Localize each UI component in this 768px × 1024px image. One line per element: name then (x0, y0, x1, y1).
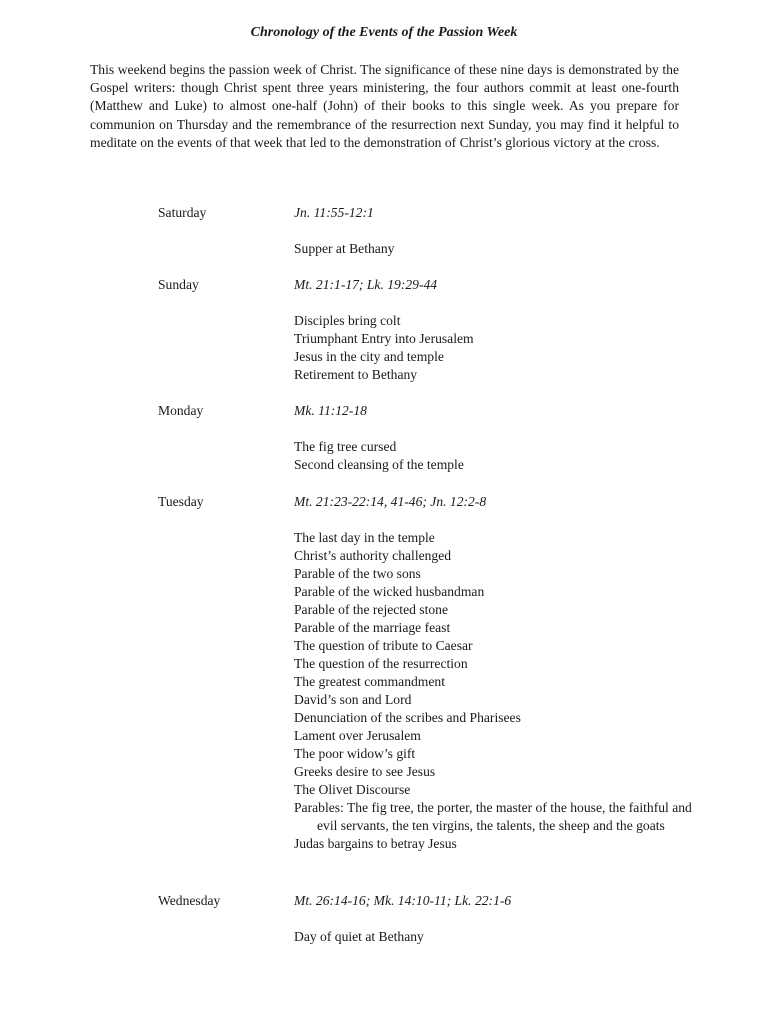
event-item: The fig tree cursed (294, 439, 397, 454)
day-name: Tuesday (158, 494, 204, 509)
event-item: Christ’s authority challenged (294, 548, 452, 563)
event-item: The poor widow’s gift (294, 746, 416, 761)
event-item: The Olivet Discourse (294, 782, 411, 797)
event-item: The question of the resurrection (294, 656, 468, 671)
day-name: Saturday (158, 205, 207, 220)
event-item: Judas bargains to betray Jesus (294, 836, 457, 851)
event-item: Greeks desire to see Jesus (294, 764, 436, 779)
event-item: Denunciation of the scribes and Pharisees (294, 710, 521, 725)
event-item: Day of quiet at Bethany (294, 929, 424, 944)
day-name: Sunday (158, 277, 199, 292)
scripture-reference: Mt. 21:1-17; Lk. 19:29-44 (294, 277, 438, 292)
event-item: Parable of the rejected stone (294, 602, 448, 617)
event-item: The greatest commandment (294, 674, 445, 689)
day-name: Wednesday (158, 893, 221, 908)
scripture-reference: Mt. 21:23-22:14, 41-46; Jn. 12:2-8 (294, 494, 487, 509)
event-item: Jesus in the city and temple (294, 349, 444, 364)
scripture-reference: Mk. 11:12-18 (294, 403, 367, 418)
event-item: David’s son and Lord (294, 692, 412, 707)
day-events (294, 402, 684, 474)
event-item: Parable of the marriage feast (294, 620, 451, 635)
day-events (294, 204, 684, 258)
event-item: Parable of the two sons (294, 566, 421, 581)
event-item: Second cleansing of the temple (294, 457, 464, 472)
event-item: Supper at Bethany (294, 241, 395, 256)
event-item: Triumphant Entry into Jerusalem (294, 331, 474, 346)
day-name: Monday (158, 403, 204, 418)
scripture-reference: Jn. 11:55-12:1 (294, 205, 374, 220)
event-item: The last day in the temple (294, 530, 435, 545)
event-item: Retirement to Bethany (294, 367, 418, 382)
day-events (294, 493, 692, 853)
event-item: Parable of the wicked husbandman (294, 584, 485, 599)
day-events (294, 892, 684, 946)
event-item: Lament over Jerusalem (294, 728, 421, 743)
intro-paragraph: This weekend begins the passion week of Christ. The significance of these nine days is demonstrated by the Gospel writers: though Christ spent three years ministering, the four authors commit at least one-fourth (Matthew and Luke) to almost one-half (John) of their books to this single week. As you prepare for communion on Thursday and the remembrance of the resurrection next Sunday, you may find it helpful to meditate on the events of that week that led to the demonstration of Christ’s glorious victory at the cross. (90, 62, 679, 150)
event-item: Parables: The fig tree, the porter, the master of the house, the faithful and evil servants, the ten virgins, the talents, the sheep and the goats (294, 800, 692, 833)
event-item: The question of tribute to Caesar (294, 638, 473, 653)
event-item: Disciples bring colt (294, 313, 401, 328)
scripture-reference: Mt. 26:14-16; Mk. 14:10-11; Lk. 22:1-6 (294, 893, 512, 908)
day-events (294, 276, 684, 384)
page-title: Chronology of the Events of the Passion Week (250, 25, 518, 40)
